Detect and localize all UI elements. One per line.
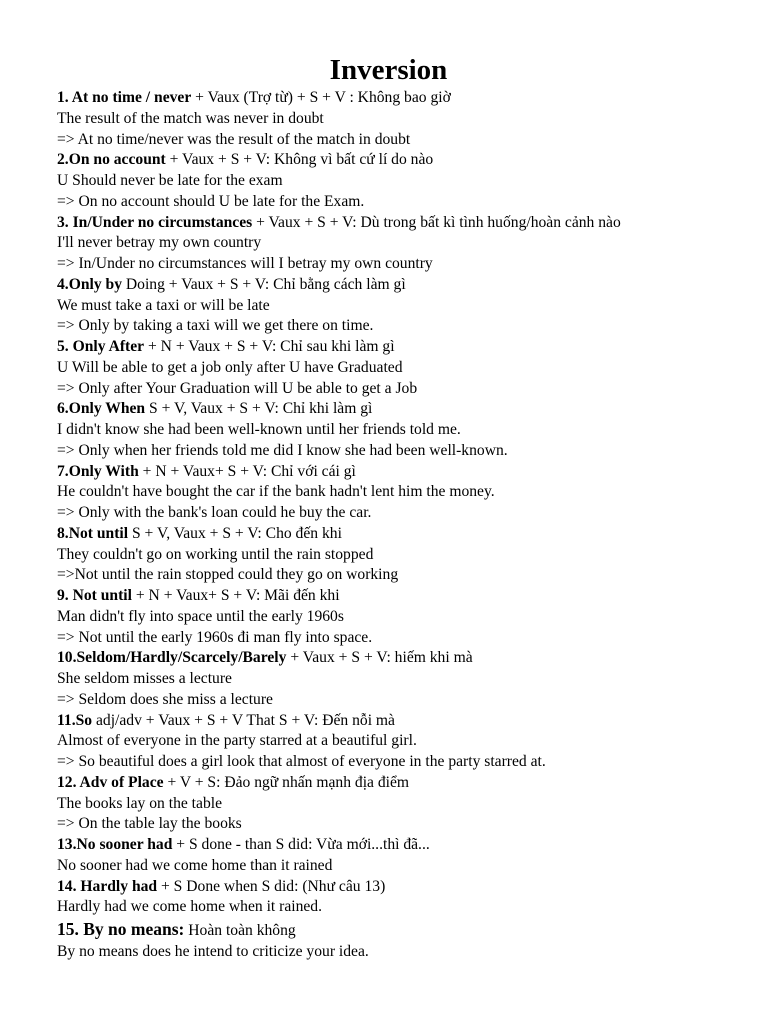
page-title: Inversion — [329, 54, 448, 86]
rule-line-14 — [57, 877, 748, 898]
rule-structure: + S Done when S did: (Như câu 13) — [157, 877, 386, 895]
rule-keyword: 10.Seldom/Hardly/Scarcely/Barely — [57, 649, 287, 667]
rule-keyword: 3. In/Under no circumstances — [57, 213, 253, 231]
inverted-sentence-10: => Seldom does she miss a lecture — [57, 690, 273, 708]
example-sentence-2: U Should never be late for the exam — [57, 172, 283, 189]
rule-line-5 — [57, 337, 748, 358]
rule-structure: + N + Vaux+ S + V: Chỉ với cái gì — [138, 462, 356, 480]
rule-structure: + S done - than S did: Vừa mới...thì đã... — [172, 836, 430, 853]
rule-keyword: 5. Only After — [57, 338, 145, 355]
rule-line-11 — [57, 711, 748, 732]
rule-keyword: 6.Only When — [57, 400, 146, 418]
rule-line-4 — [57, 275, 748, 296]
inverted-sentence-11: => So beautiful does a girl look that almost of everyone in the party starred at. — [57, 753, 546, 770]
rule-line-13 — [57, 835, 748, 856]
rule-line-1 — [57, 88, 748, 109]
rule-structure: + Vaux + S + V: hiếm khi mà — [286, 649, 473, 667]
rule-structure: + Vaux + S + V: Không vì bất cứ lí do nào — [165, 151, 434, 169]
inverted-sentence-6: => Only when her friends told me did I know she had been well-known. — [57, 441, 508, 459]
inverted-sentence-7: => Only with the bank's loan could he buy the car. — [57, 504, 372, 521]
rule-line-8 — [57, 524, 748, 545]
rule-keyword: 11.So — [57, 711, 93, 729]
rule-keyword: 7.Only With — [57, 462, 139, 480]
example-sentence-7: He couldn't have bought the car if the bank hadn't lent him the money. — [57, 483, 495, 501]
rule-keyword: 2.On no account — [57, 151, 166, 169]
inverted-sentence-5: => Only after Your Graduation will U be able to get a Job — [57, 379, 418, 397]
example-sentence-15: By no means does he intend to criticize your idea. — [57, 943, 369, 960]
example-sentence-6: I didn't know she had been well-known until her friends told me. — [57, 421, 461, 438]
rule-line-7 — [57, 462, 748, 483]
rule-keyword: 9. Not until — [57, 587, 132, 604]
inverted-sentence-12: => On the table lay the books — [57, 815, 242, 833]
rule-keyword: 4.Only by — [57, 275, 122, 293]
rule-structure: + N + Vaux+ S + V: Mãi đến khi — [131, 587, 340, 604]
rule-line-9 — [57, 586, 748, 607]
rule-line-12 — [57, 773, 748, 794]
rule-structure: + V + S: Đảo ngữ nhấn mạnh địa điểm — [163, 773, 410, 791]
inverted-sentence-9: => Not until the early 1960s đi man fly into space. — [57, 628, 373, 646]
rule-line-10 — [57, 648, 748, 669]
rule-keyword: 1. At no time / never — [57, 89, 192, 106]
rule-keyword: 14. Hardly had — [57, 877, 158, 895]
rule-line-2 — [57, 150, 748, 171]
inverted-sentence-8: =>Not until the rain stopped could they go on working — [57, 566, 399, 584]
example-sentence-11: Almost of everyone in the party starred at a beautiful girl. — [57, 732, 417, 750]
rule-structure: S + V, Vaux + S + V: Cho đến khi — [128, 524, 342, 542]
inverted-sentence-3: => In/Under no circumstances will I betray my own country — [57, 255, 433, 272]
example-sentence-10: She seldom misses a lecture — [57, 670, 232, 687]
example-sentence-14: Hardly had we come home when it rained. — [57, 898, 323, 916]
rule-keyword: 12. Adv of Place — [57, 773, 164, 791]
rule-line-6 — [57, 399, 748, 420]
example-sentence-4: We must take a taxi or will be late — [57, 296, 270, 314]
example-sentence-13: No sooner had we come home than it rained — [57, 856, 333, 874]
rule-structure: Doing + Vaux + S + V: Chỉ bằng cách làm gì — [122, 275, 406, 293]
rule-keyword: 13.No sooner had — [57, 836, 173, 853]
example-sentence-12: The books lay on the table — [57, 794, 222, 812]
inverted-sentence-4: => Only by taking a taxi will we get there on time. — [57, 317, 374, 335]
rule-structure: S + V, Vaux + S + V: Chỉ khi làm gì — [145, 400, 373, 418]
rule-line-3 — [57, 213, 748, 234]
rule-keyword: 15. By no means: — [57, 919, 185, 939]
rule-line-15 — [57, 918, 748, 942]
rule-structure: + Vaux (Trợ từ) + S + V : Không bao giờ — [191, 89, 451, 106]
example-sentence-3: I'll never betray my own country — [57, 234, 262, 252]
example-sentence-9: Man didn't fly into space until the early 1960s — [57, 607, 344, 625]
rule-structure: adj/adv + Vaux + S + V That S + V: Đến nỗi mà — [92, 711, 395, 729]
rule-structure: Hoàn toàn không — [184, 922, 296, 939]
rule-structure: + N + Vaux + S + V: Chỉ sau khi làm gì — [144, 338, 395, 355]
rule-keyword: 8.Not until — [57, 524, 129, 542]
example-sentence-5: U Will be able to get a job only after U have Graduated — [57, 358, 403, 376]
inverted-sentence-2: => On no account should U be late for the Exam. — [57, 192, 365, 210]
example-sentence-1: The result of the match was never in doubt — [57, 109, 324, 127]
example-sentence-8: They couldn't go on working until the rain stopped — [57, 545, 374, 563]
inverted-sentence-1: => At no time/never was the result of the match in doubt — [57, 130, 411, 148]
rule-structure: + Vaux + S + V: Dù trong bất kì tình huống/hoàn cảnh nào — [252, 213, 621, 231]
